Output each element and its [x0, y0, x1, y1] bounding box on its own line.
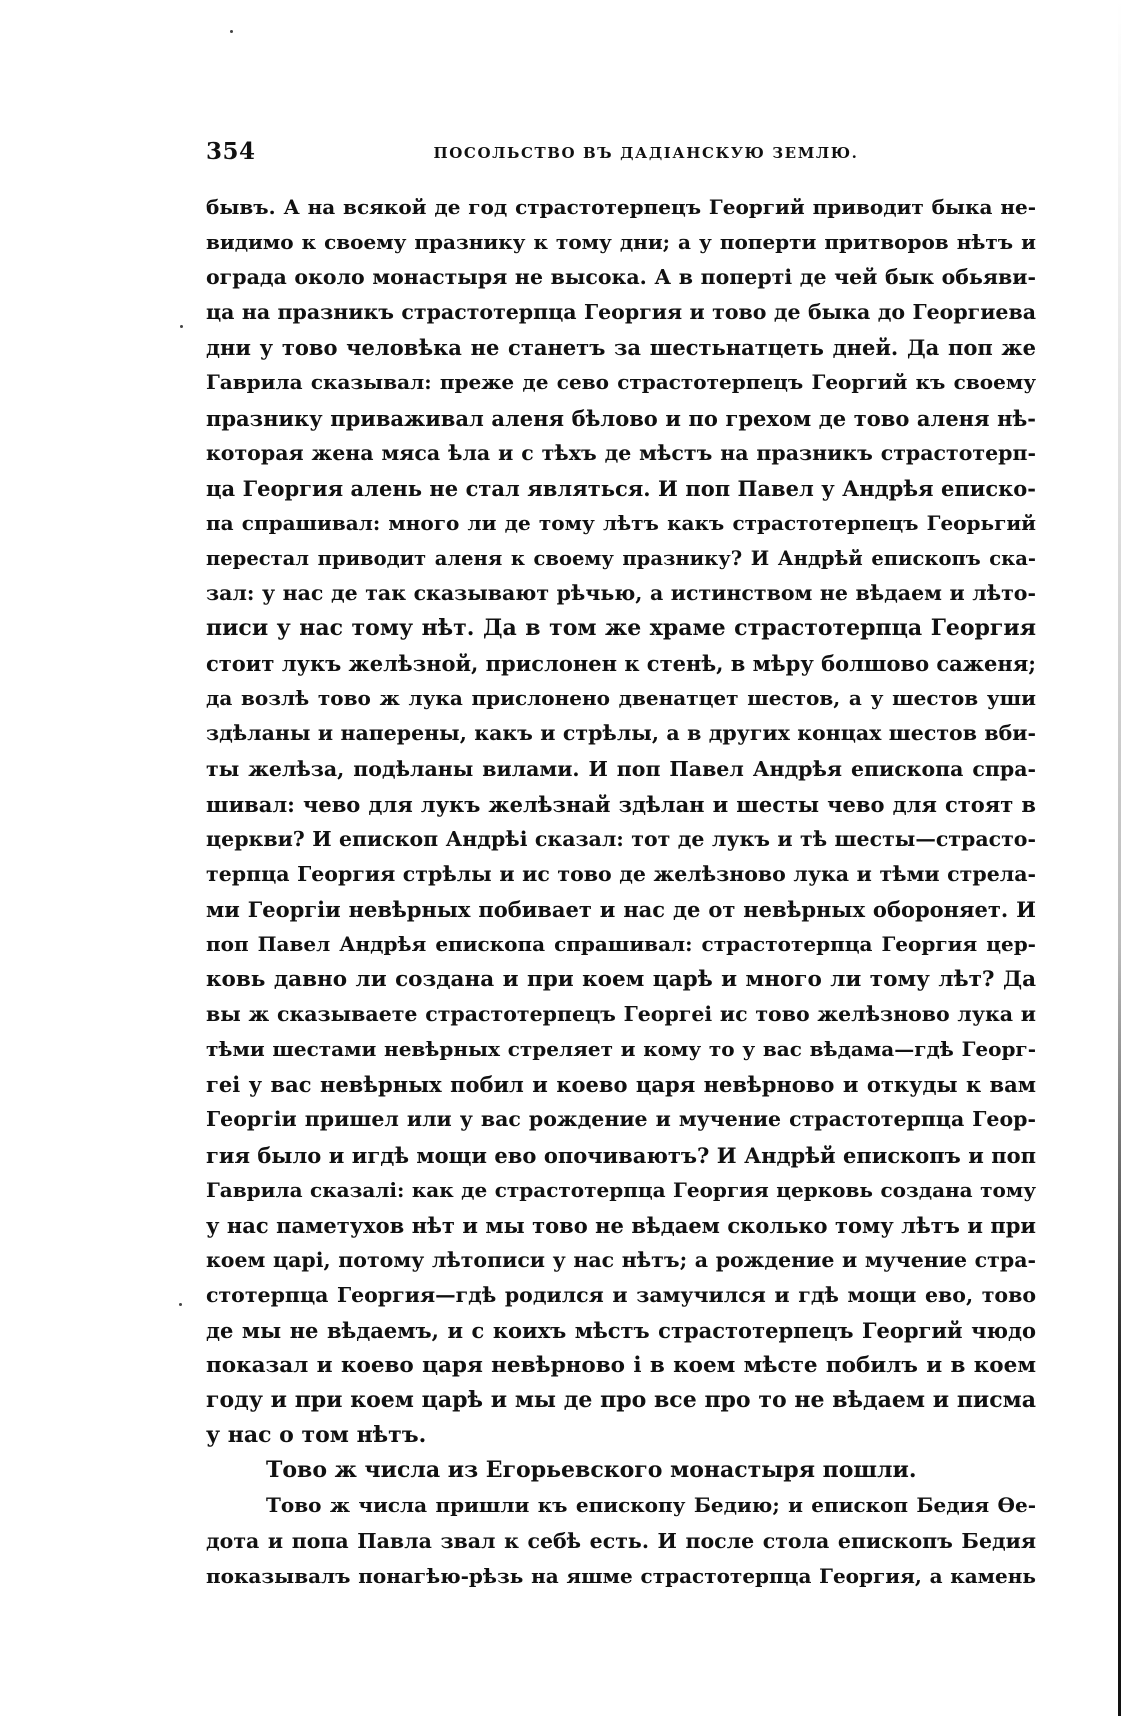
text-line: церкви? И епископ Андрѣi сказал: тот де лукъ и тѣ шесты—страсто- — [206, 826, 1036, 851]
text-line: тѣми шестами невѣрных стреляет и кому то у вас вѣдама—гдѣ Георг- — [206, 1037, 1036, 1062]
text-line: показывалъ понагѣю-рѣзь на яшме страстотерпца Георгия, а камень — [206, 1563, 1036, 1588]
text-line: перестал приводит аленя к своему празнику? И Андрѣй епископъ ска- — [206, 546, 1036, 570]
text-line: вы ж сказываете страстотерпецъ Георгеi ис тово желѣзново лука и — [206, 1002, 1036, 1027]
text-line: бывъ. А на всякой де год страстотерпецъ Георгий приводит быка не- — [206, 195, 1036, 219]
text-line: де мы не вѣдаемъ, и с коихъ мѣстъ страстотерпецъ Георгий чюдо — [206, 1318, 1036, 1343]
text-line: дота и попа Павла звал к себѣ есть. И после стола епископъ Бедия — [206, 1528, 1036, 1553]
text-line: ца Георгия алень не стал являться. И поп Павел у Андрѣя еписко- — [206, 475, 1036, 501]
text-line: шивал: чево для лукъ желѣзнай здѣлан и шесты чево для стоят в — [206, 791, 1036, 817]
page-edge-shadow — [1118, 0, 1121, 1716]
page-header — [206, 138, 1036, 168]
text-line: дни у тово человѣка не станетъ за шестьнатцеть дней. Да поп же — [206, 335, 1036, 361]
running-title: ПОСОЛЬСТВО ВЪ ДАДІАНСКУЮ ЗЕМЛЮ. — [433, 144, 859, 162]
page-number: 354 — [206, 138, 256, 165]
text-line: здѣланы и наперены, какъ и стрѣлы, а в других концах шестов вби- — [206, 721, 1036, 746]
text-line: празнику приваживал аленя бѣлово и по грехом де тово аленя нѣ- — [206, 405, 1036, 431]
text-line: ограда около монастыря не высока. А в попертi де чей бык обьяви- — [206, 265, 1036, 290]
text-line: коем царi, потому лѣтописи у нас нѣтъ; а рождение и мучение стра- — [206, 1247, 1036, 1272]
text-line: стоит лукъ желѣзной, прислонен к стенѣ, в мѣру болшово саженя; — [206, 651, 1036, 677]
text-line: зал: у нас де так сказывают рѣчью, а истинством не вѣдаем и лѣто- — [206, 581, 1036, 606]
text-line: терпца Георгия стрѣлы и ис тово де желѣзново лука и тѣми стрела- — [206, 861, 1036, 886]
text-line: гия было и игдѣ мощи ево опочиваютъ? И Андрѣй епископъ и поп — [206, 1142, 1036, 1168]
scan-speck — [230, 30, 233, 33]
text-line: поп Павел Андрѣя епископа спрашивал: страстотерпца Георгия цер- — [206, 931, 1036, 956]
paragraph-end-line: у нас о том нѣтъ. — [206, 1422, 427, 1449]
text-line: писи у нас тому нѣт. Да в том же храме страстотерпца Георгия — [206, 615, 1036, 642]
text-line: Гаврила сказалi: как де страстотерпца Георгия церковь создана тому — [206, 1177, 1036, 1202]
text-line: ца на празникъ страстотерпца Георгия и тово де быка до Георгиева — [206, 300, 1036, 325]
text-line: у нас паметухов нѣт и мы тово не вѣдаем сколько тому лѣтъ и при — [206, 1212, 1036, 1238]
paragraph-first-line: Тово ж числа пришли къ епископу Бедию; и епископ Бедия Ѳе- — [266, 1493, 1036, 1518]
text-line: Гаврила сказывал: преже де сево страстотерпецъ Георгий къ своему — [206, 370, 1036, 395]
text-line: да возлѣ тово ж лука прислонено двенатцет шестов, а у шестов уши — [206, 686, 1036, 711]
text-line: видимо к своему празнику к тому дни; а у поперти притворов нѣтъ и — [206, 230, 1036, 255]
text-line: стотерпца Георгия—гдѣ родился и замучился и гдѣ мощи ево, тово — [206, 1282, 1036, 1307]
text-line: ми Георгiи невѣрных побивает и нас де от невѣрных обороняет. И — [206, 896, 1036, 922]
text-line: па спрашивал: много ли де тому лѣтъ какъ страстотерпецъ Георьгий — [206, 510, 1036, 535]
body-text — [206, 190, 1036, 1594]
text-line: которая жена мяса ѣла и с тѣхъ де мѣстъ на празникъ страстотерп- — [206, 440, 1036, 465]
paragraph-line: Тово ж числа из Егорьевского монастыря пошли. — [266, 1457, 917, 1484]
text-line: геi у вас невѣрных побил и коево царя невѣрново и откуды к вам — [206, 1072, 1036, 1098]
scan-speck — [180, 325, 183, 328]
text-line: Георгiи пришел или у вас рождение и мучение страстотерпца Геор- — [206, 1107, 1036, 1132]
text-line: году и при коем царѣ и мы де про все про то не вѣдаем и писма — [206, 1387, 1036, 1414]
scan-speck — [179, 1303, 182, 1306]
text-line: ковь давно ли создана и при коем царѣ и много ли тому лѣт? Да — [206, 967, 1036, 993]
text-line: показал и коево царя невѣрново i в коем мѣсте побилъ и в коем — [206, 1353, 1036, 1379]
text-line: ты желѣза, подѣланы вилами. И поп Павел Андрѣя епископа спра- — [206, 756, 1036, 781]
